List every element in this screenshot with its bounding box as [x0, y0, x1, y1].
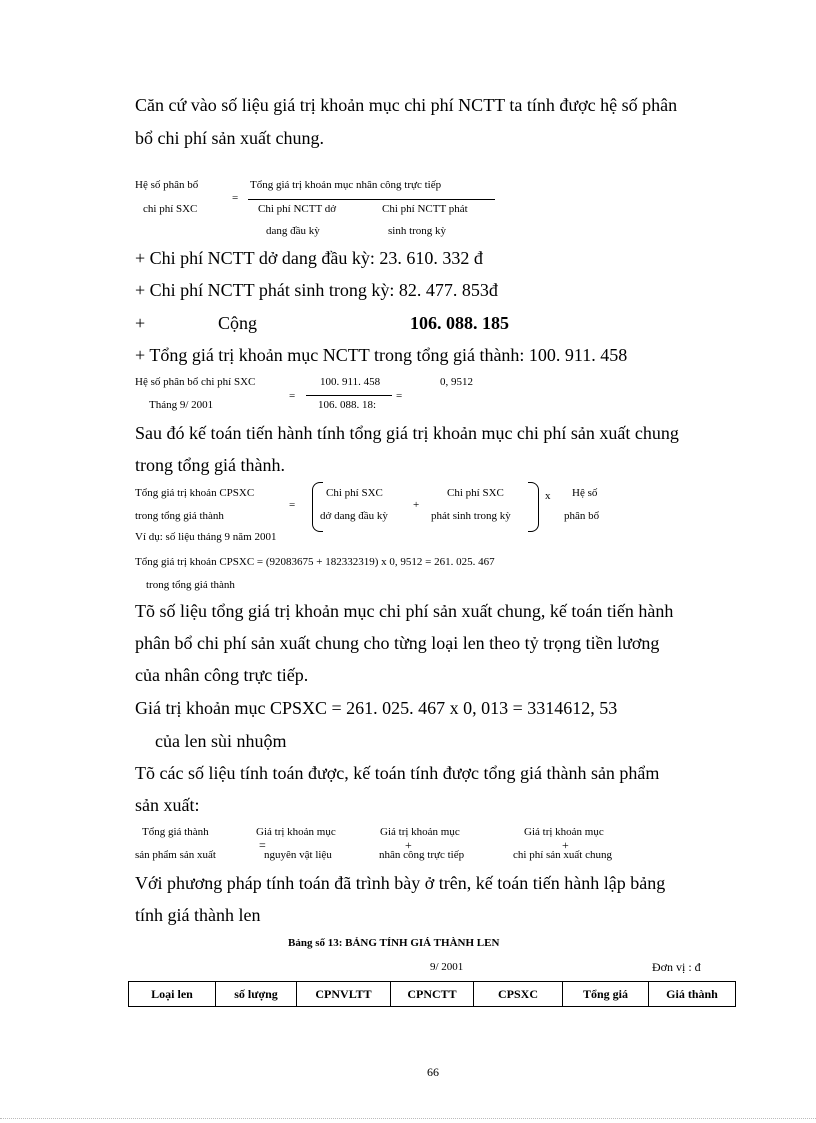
formula3-a2: dở dang đầu kỳ [320, 510, 388, 522]
formula3-b1: Chi phí SXC [447, 487, 504, 499]
alloc-line-1: Giá trị khoản mục CPSXC = 261. 025. 467 x 0, 013 = 3314612, 53 [135, 698, 618, 718]
formula1-den-a1: Chi phí NCTT dở [258, 203, 337, 215]
item-total-label: Cộng [218, 313, 258, 333]
paragraph-1-line-1: Căn cứ vào số liệu giá trị khoản mục chi phí NCTT ta tính được hệ số phân [135, 95, 678, 115]
formula4-n1: Giá trị khoản mục [256, 826, 336, 838]
formula3-left-2: trong tổng giá thành [135, 510, 224, 522]
paragraph-2-line-1: Sau đó kế toán tiến hành tính tổng giá trị khoản mục chi phí sản xuất chung [135, 423, 679, 443]
alloc-line-2: của len sùi nhuộm [155, 731, 287, 751]
item-total-value: 106. 088. 185 [410, 313, 509, 333]
formula2-equals-1: = [289, 390, 296, 402]
formula3-left-bracket [312, 482, 323, 532]
formula3-plus: + [413, 499, 420, 511]
formula4-s1: Giá trị khoản mục [524, 826, 604, 838]
formula1-den-b1: Chi phí NCTT phát [382, 203, 468, 215]
formula4-n2: nguyên vật liệu [264, 849, 332, 861]
formula4-plus-1: + [405, 838, 412, 852]
paragraph-3-line-1: Tõ số liệu tổng giá trị khoản mục chi phí sản xuất chung, kế toán tiến hành [135, 601, 674, 621]
formula3-equals: = [289, 499, 296, 511]
formula4-t1: Tổng giá thành [142, 826, 209, 838]
table-header-cell: CPNCTT [391, 982, 474, 1007]
page-bottom-border [0, 1118, 816, 1119]
formula3-calc-1: Tổng giá trị khoản CPSXC = (92083675 + 182332319) x 0, 9512 = 261. 025. 467 [135, 556, 495, 568]
formula1-left-1: Hệ số phân bổ [135, 179, 199, 191]
paragraph-5-line-1: Với phương pháp tính toán đã trình bày ở trên, kế toán tiến hành lập bảng [135, 873, 666, 893]
paragraph-3-line-3: của nhân công trực tiếp. [135, 665, 309, 685]
formula3-times: x [545, 490, 551, 502]
formula3-a1: Chi phí SXC [326, 487, 383, 499]
formula4-t2: sản phẩm sản xuất [135, 849, 216, 861]
paragraph-5-line-2: tính giá thành len [135, 905, 261, 925]
paragraph-4-line-2: sản xuất: [135, 795, 200, 815]
formula4-plus-2: + [562, 838, 569, 852]
formula1-den-a2: dang đầu kỳ [266, 225, 320, 237]
formula4-m2: nhân công trực tiếp [379, 849, 465, 861]
table-header-cell: số lượng [216, 982, 297, 1007]
item-nctt-incurred: + Chi phí NCTT phát sinh trong kỳ: 82. 477. 853đ [135, 280, 498, 300]
formula2-left-1: Hệ số phân bổ chi phí SXC [135, 376, 256, 388]
formula4-equals: = [259, 838, 266, 852]
formula1-left-2: chi phí SXC [143, 203, 198, 215]
formula2-result: 0, 9512 [440, 376, 473, 388]
item-total-plus: + [135, 313, 146, 333]
formula1-equals: = [232, 192, 239, 204]
formula2-left-2: Tháng 9/ 2001 [149, 399, 214, 411]
formula1-den-b2: sinh trong kỳ [388, 225, 447, 237]
formula4-s2: chi phí sản xuất chung [513, 849, 612, 861]
formula2-fraction-line [306, 395, 392, 396]
formula3-calc-2: trong tổng giá thành [146, 579, 235, 591]
formula1-numerator: Tổng giá trị khoản mục nhân công trực tiếp [250, 179, 442, 191]
formula3-example: Ví dụ: số liệu tháng 9 năm 2001 [135, 531, 277, 543]
table-caption: Bảng số 13: BẢNG TÍNH GIÁ THÀNH LEN [288, 937, 500, 949]
formula2-denominator: 106. 088. 18: [318, 399, 377, 411]
paragraph-3-line-2: phân bổ chi phí sản xuất chung cho từng loại len theo tỷ trọng tiền lương [135, 633, 660, 653]
table-header-cell: CPNVLTT [297, 982, 391, 1007]
formula2-numerator: 100. 911. 458 [320, 376, 381, 388]
item-nctt-total: + Tổng giá trị khoản mục NCTT trong tổng giá thành: 100. 911. 458 [135, 345, 628, 365]
item-nctt-opening: + Chi phí NCTT dở dang đầu kỳ: 23. 610. 332 đ [135, 248, 483, 268]
table-period: 9/ 2001 [430, 961, 464, 973]
formula3-c1: Hệ số [572, 487, 598, 499]
table-header-cell: Giá thành [649, 982, 736, 1007]
table-header-cell: CPSXC [474, 982, 563, 1007]
paragraph-1-line-2: bổ chi phí sản xuất chung. [135, 128, 324, 148]
formula3-right-bracket [528, 482, 539, 532]
table-header-row [129, 982, 736, 1007]
paragraph-2-line-2: trong tổng giá thành. [135, 455, 285, 475]
paragraph-4-line-1: Tõ các số liệu tính toán được, kế toán tính được tổng giá thành sản phẩm [135, 763, 660, 783]
formula2-equals-2: = [396, 390, 403, 402]
table-unit: Đơn vị : đ [652, 960, 701, 974]
formula3-left-1: Tổng giá trị khoản CPSXC [135, 487, 255, 499]
formula1-fraction-line [248, 199, 495, 200]
formula4-m1: Giá trị khoản mục [380, 826, 460, 838]
table-header-cell: Tổng giá [563, 982, 649, 1007]
formula3-c2: phân bổ [564, 510, 600, 522]
page-number: 66 [427, 1065, 439, 1079]
table-header-cell: Loại len [129, 982, 216, 1007]
formula3-b2: phát sinh trong kỳ [431, 510, 511, 522]
cost-table [128, 981, 736, 1007]
